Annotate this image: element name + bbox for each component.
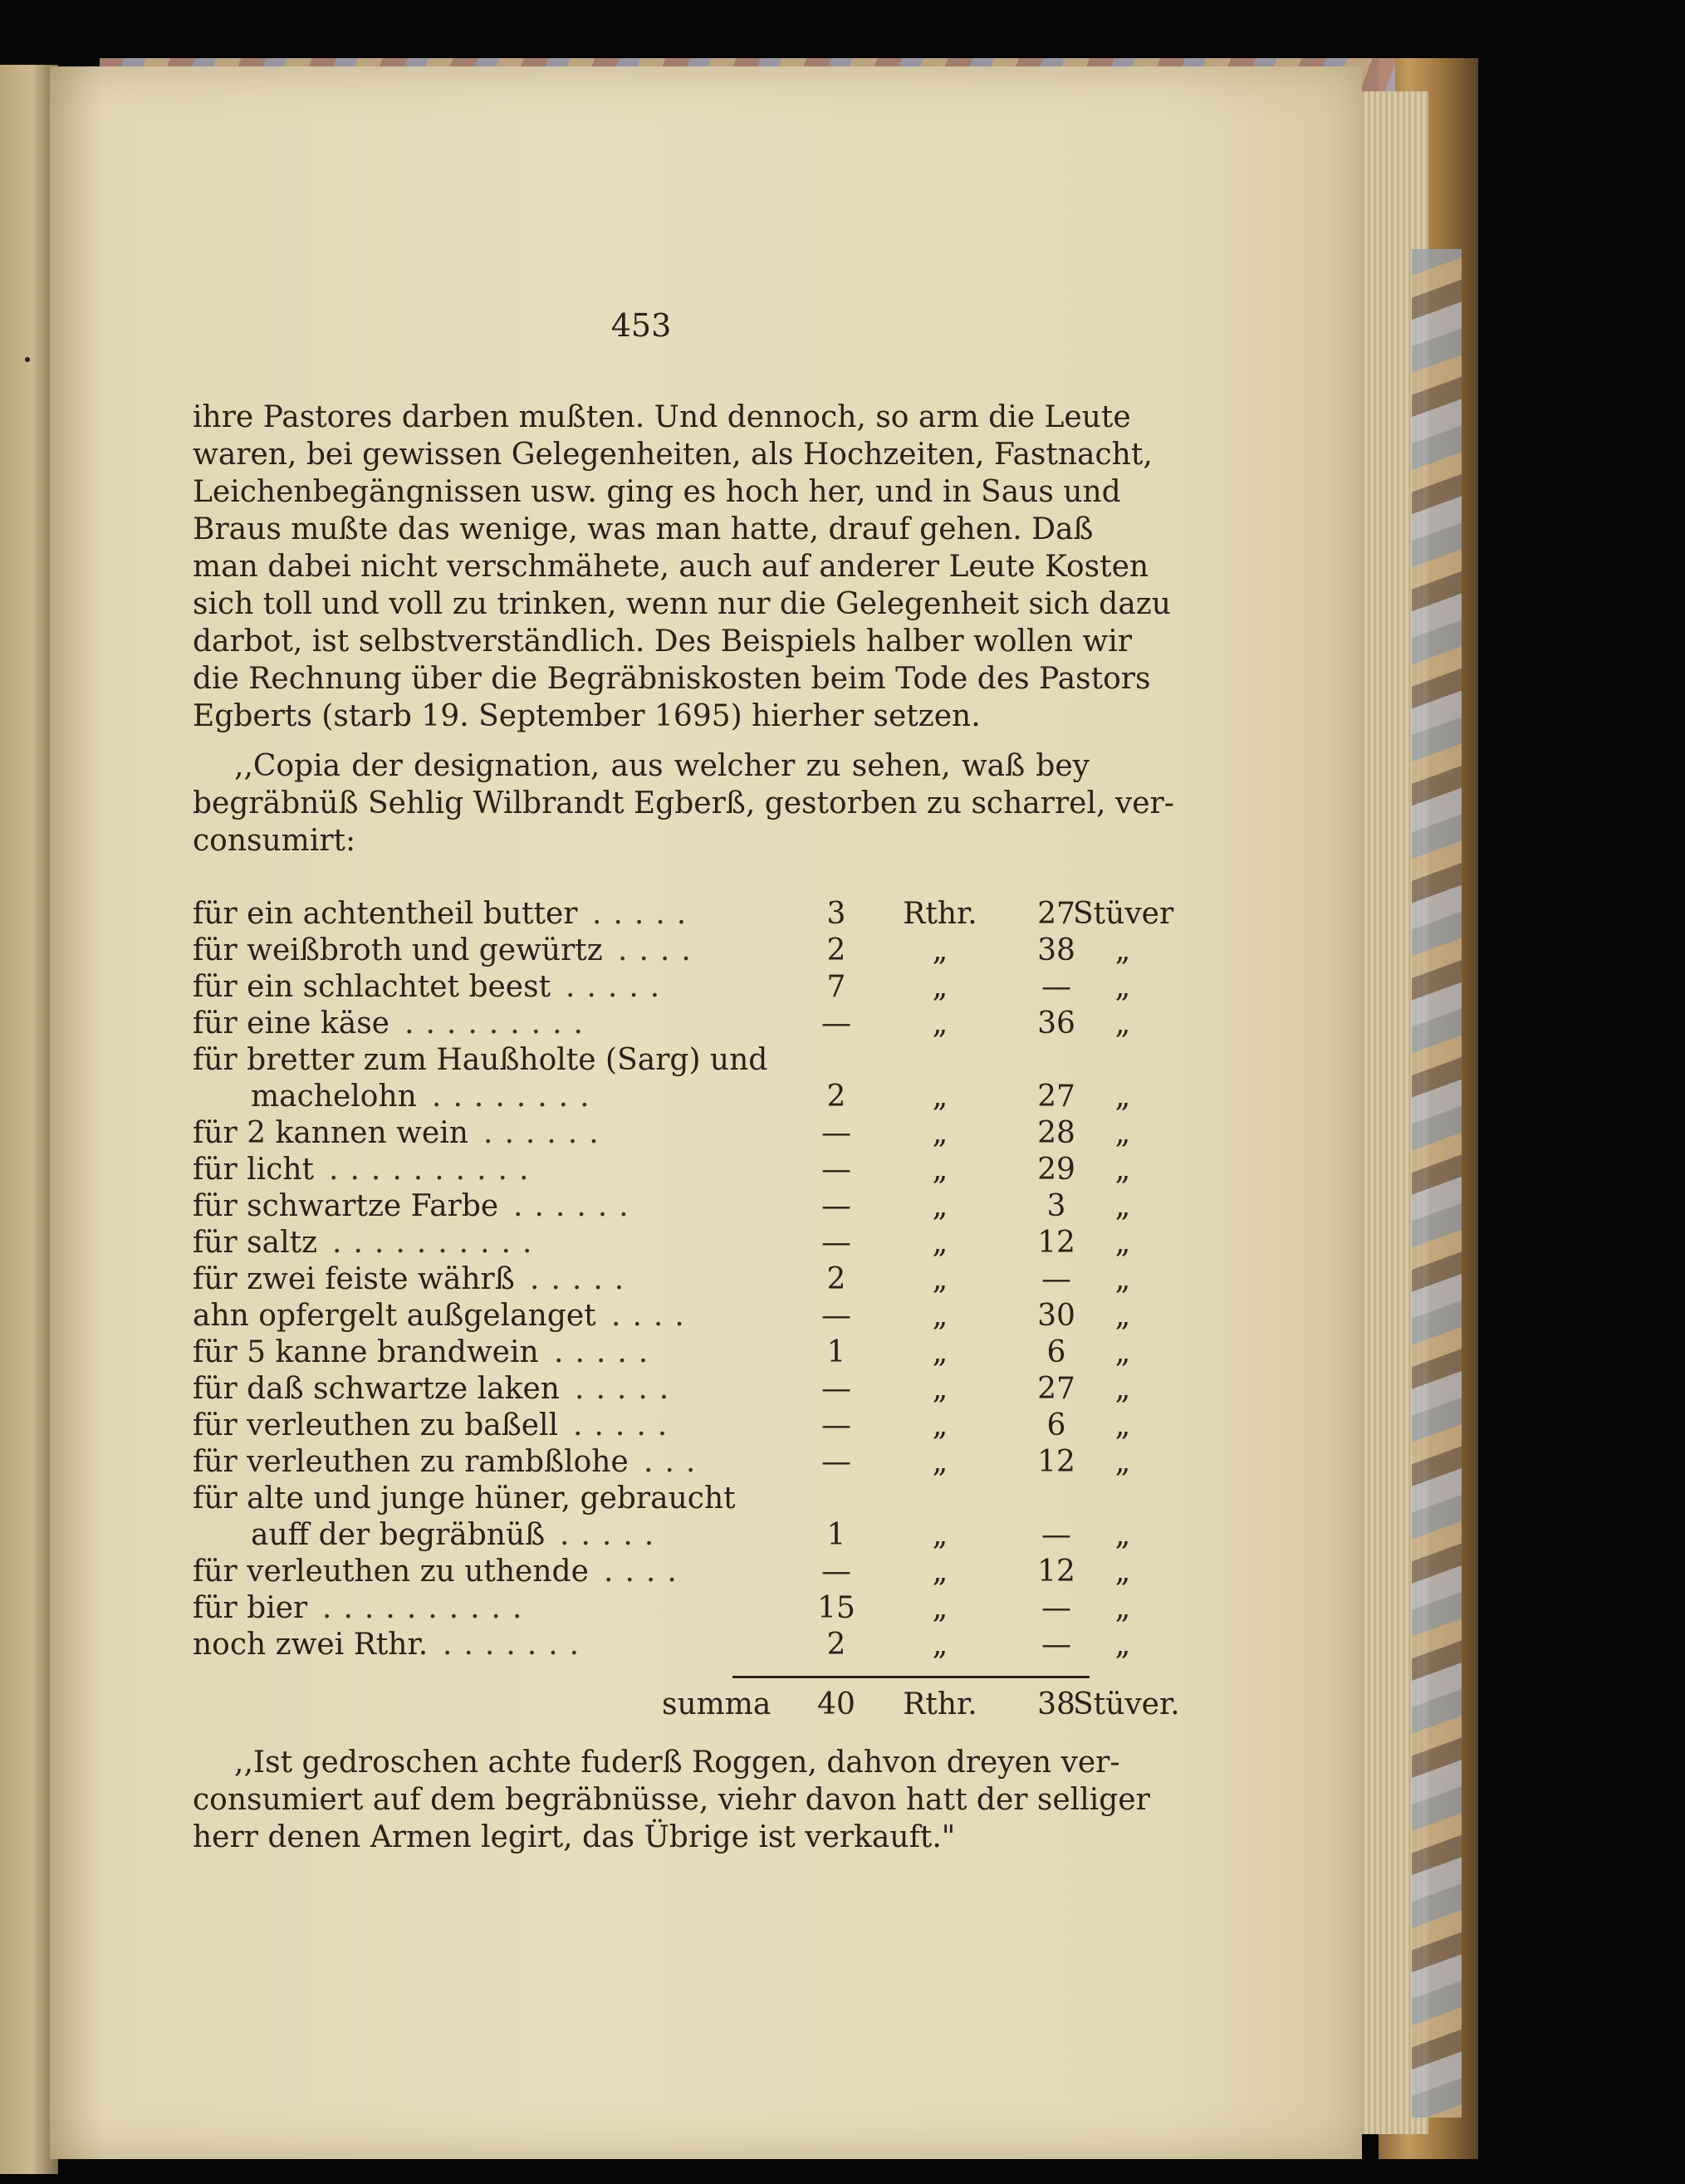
ledger-stuver-unit: „ bbox=[1114, 1408, 1131, 1442]
ledger-rthr-unit: „ bbox=[932, 1372, 948, 1406]
summa-stuver-unit: Stüver. bbox=[1073, 1687, 1180, 1721]
ledger-rthr: — bbox=[821, 1006, 851, 1041]
ledger-row bbox=[193, 970, 1131, 1006]
ledger-stuver-unit: „ bbox=[1114, 1226, 1131, 1260]
ledger-rthr: 2 bbox=[826, 1262, 846, 1296]
page-number: 453 bbox=[610, 307, 672, 344]
ledger-stuver-unit: „ bbox=[1114, 970, 1131, 1004]
ledger-stuver: — bbox=[1041, 1628, 1071, 1662]
ledger-stuver: 12 bbox=[1037, 1445, 1075, 1479]
ledger-item-label: machelohn bbox=[251, 1080, 417, 1114]
ledger-stuver-unit: „ bbox=[1114, 1299, 1131, 1333]
ledger-row bbox=[193, 1408, 1131, 1445]
ledger-stuver: 3 bbox=[1046, 1189, 1066, 1223]
ledger-row bbox=[193, 1116, 1131, 1153]
summa-rthr: 40 bbox=[817, 1687, 855, 1721]
ledger-stuver: 36 bbox=[1037, 1006, 1075, 1041]
closing-line: consumiert auf dem begräbnüsse, viehr davon hatt der selliger bbox=[193, 1783, 1150, 1817]
ledger-stuver: 27 bbox=[1037, 1080, 1075, 1114]
ledger-row bbox=[193, 1189, 1131, 1226]
ledger-stuver-unit: „ bbox=[1114, 1006, 1131, 1041]
ledger-row bbox=[193, 1006, 1131, 1043]
ledger-stuver-unit: „ bbox=[1114, 933, 1131, 967]
ledger-item-label: für alte und junge hüner, gebraucht bbox=[193, 1481, 736, 1516]
ledger-rthr-unit: „ bbox=[932, 1080, 948, 1114]
ledger-row bbox=[193, 1372, 1131, 1408]
ledger-stuver: — bbox=[1041, 970, 1071, 1004]
ledger-leader-dots: ..... bbox=[554, 1335, 660, 1369]
ledger-rthr-unit: „ bbox=[932, 1116, 948, 1150]
sum-rule bbox=[732, 1676, 1090, 1678]
ledger-stuver: — bbox=[1041, 1591, 1071, 1625]
ledger-rthr: — bbox=[821, 1153, 851, 1187]
ledger-leader-dots: ........ bbox=[432, 1080, 601, 1114]
ledger-rthr-unit: „ bbox=[932, 1226, 948, 1260]
intro-line: Braus mußte das wenige, was man hatte, drauf gehen. Daß bbox=[193, 512, 1094, 546]
ledger-leader-dots: .... bbox=[618, 933, 703, 967]
ledger-rthr: 1 bbox=[826, 1335, 846, 1369]
ledger-row bbox=[193, 1481, 1090, 1518]
ledger-rthr: — bbox=[821, 1299, 851, 1333]
ledger-rthr: — bbox=[821, 1226, 851, 1260]
ledger-row bbox=[193, 1445, 1131, 1481]
ledger-leader-dots: .......... bbox=[329, 1153, 541, 1187]
ledger-row bbox=[193, 1226, 1131, 1262]
ledger-rthr-unit: „ bbox=[932, 970, 948, 1004]
ledger-rthr: — bbox=[821, 1408, 851, 1442]
summa-stuver: 38 bbox=[1037, 1687, 1075, 1721]
ledger-rthr: 2 bbox=[826, 1080, 846, 1114]
ledger-item-label: für 2 kannen wein bbox=[193, 1116, 468, 1150]
ledger-stuver-unit: „ bbox=[1114, 1080, 1131, 1114]
ledger-row bbox=[193, 897, 1174, 933]
ledger-row bbox=[193, 1555, 1131, 1591]
ledger-rthr-unit: „ bbox=[932, 1153, 948, 1187]
intro-line: darbot, ist selbstverständlich. Des Beispiels halber wollen wir bbox=[193, 624, 1132, 659]
ledger-stuver-unit: Stüver bbox=[1073, 897, 1174, 931]
ledger-row bbox=[193, 1262, 1131, 1299]
ledger-rthr: — bbox=[821, 1445, 851, 1479]
ledger-row bbox=[193, 1043, 1090, 1080]
ledger-stuver-unit: „ bbox=[1114, 1153, 1131, 1187]
ledger-leader-dots: ....... bbox=[443, 1628, 591, 1662]
ledger-row bbox=[193, 1153, 1131, 1189]
ledger-item-label: für ein achtentheil butter bbox=[193, 897, 578, 931]
ledger-stuver: 29 bbox=[1037, 1153, 1075, 1187]
ledger-row bbox=[193, 1518, 1131, 1555]
ledger-item-label: noch zwei Rthr. bbox=[193, 1628, 429, 1662]
intro-line: die Rechnung über die Begräbniskosten beim Tode des Pastors bbox=[193, 662, 1151, 696]
ledger-stuver-unit: „ bbox=[1114, 1591, 1131, 1625]
ledger-leader-dots: ..... bbox=[592, 897, 698, 931]
ledger-leader-dots: ..... bbox=[560, 1518, 666, 1552]
ledger-item-label: für eine käse bbox=[193, 1006, 389, 1041]
ledger-rthr-unit: „ bbox=[932, 1189, 948, 1223]
ledger-stuver: 30 bbox=[1037, 1299, 1075, 1333]
ledger-leader-dots: ...... bbox=[513, 1189, 640, 1223]
ledger-stuver-unit: „ bbox=[1114, 1262, 1131, 1296]
ledger-leader-dots: ... bbox=[644, 1445, 708, 1479]
ledger-leader-dots: ..... bbox=[573, 1408, 679, 1442]
ledger-stuver: 6 bbox=[1046, 1408, 1066, 1442]
ledger-rthr: 2 bbox=[826, 1628, 846, 1662]
ledger-stuver-unit: „ bbox=[1114, 1518, 1131, 1552]
ledger-row bbox=[193, 1591, 1131, 1628]
ledger-stuver: 12 bbox=[1037, 1226, 1075, 1260]
ledger-leader-dots: .......... bbox=[332, 1226, 544, 1260]
quote-line: ,,Copia der designation, aus welcher zu sehen, waß bey bbox=[234, 749, 1090, 783]
ledger-leader-dots: .... bbox=[604, 1555, 688, 1589]
ledger-leader-dots: ..... bbox=[530, 1262, 636, 1296]
ledger-leader-dots: ...... bbox=[483, 1116, 610, 1150]
ledger-stuver-unit: „ bbox=[1114, 1335, 1131, 1369]
ledger-rthr: 15 bbox=[817, 1591, 855, 1625]
quote-paragraph bbox=[193, 747, 1174, 859]
ledger-leader-dots: ..... bbox=[566, 970, 672, 1004]
ledger-stuver: 27 bbox=[1037, 897, 1075, 931]
intro-line: sich toll und voll zu trinken, wenn nur die Gelegenheit sich dazu bbox=[193, 587, 1171, 621]
intro-line: waren, bei gewissen Gelegenheiten, als Hochzeiten, Fastnacht, bbox=[193, 438, 1153, 472]
ledger-item-label: für bier bbox=[193, 1591, 308, 1625]
ledger-item-label: auff der begräbnüß bbox=[251, 1518, 546, 1552]
ledger-item-label: für weißbroth und gewürtz bbox=[193, 933, 603, 967]
ledger-stuver: 6 bbox=[1046, 1335, 1066, 1369]
ledger-row bbox=[193, 1299, 1131, 1335]
ledger-stuver-unit: „ bbox=[1114, 1372, 1131, 1406]
ledger-item-label: ahn opfergelt außgelanget bbox=[193, 1299, 596, 1333]
ledger-item-label: für zwei feiste währß bbox=[193, 1262, 515, 1296]
ledger-row bbox=[193, 933, 1131, 970]
ledger-rthr-unit: „ bbox=[932, 1408, 948, 1442]
ledger-stuver: — bbox=[1041, 1262, 1071, 1296]
ledger-rthr: — bbox=[821, 1189, 851, 1223]
ledger-stuver: 28 bbox=[1037, 1116, 1075, 1150]
ledger-item-label: für bretter zum Haußholte (Sarg) und bbox=[193, 1043, 768, 1077]
summa-row bbox=[193, 1687, 1180, 1724]
quote-line: consumirt: bbox=[193, 824, 356, 858]
ledger-item-label: für verleuthen zu uthende bbox=[193, 1555, 589, 1589]
ledger-rthr-unit: „ bbox=[932, 1445, 948, 1479]
marbled-fore-edge bbox=[1412, 249, 1462, 2118]
ledger-stuver-unit: „ bbox=[1114, 1628, 1131, 1662]
ledger-rthr-unit: „ bbox=[932, 1555, 948, 1589]
ledger-rthr-unit: „ bbox=[932, 1262, 948, 1296]
ledger-rthr: 7 bbox=[826, 970, 846, 1004]
ledger-leader-dots: .......... bbox=[322, 1591, 534, 1625]
quote-line: begräbnüß Sehlig Wilbrandt Egberß, gestorben zu scharrel, ver- bbox=[193, 786, 1174, 820]
ledger-item-label: für verleuthen zu baßell bbox=[193, 1408, 559, 1442]
ledger-stuver-unit: „ bbox=[1114, 1555, 1131, 1589]
ledger-rthr-unit: „ bbox=[932, 1335, 948, 1369]
ledger-stuver: 12 bbox=[1037, 1555, 1075, 1589]
ledger-item-label: für daß schwartze laken bbox=[193, 1372, 560, 1406]
ledger-rthr-unit: „ bbox=[932, 1628, 948, 1662]
ledger-item-label: für ein schlachtet beest bbox=[193, 970, 551, 1004]
ledger-leader-dots: ..... bbox=[575, 1372, 681, 1406]
ledger-item-label: für 5 kanne brandwein bbox=[193, 1335, 539, 1369]
ledger-row bbox=[193, 1628, 1131, 1664]
ledger-rthr-unit: „ bbox=[932, 1518, 948, 1552]
ledger-rthr-unit: „ bbox=[932, 1299, 948, 1333]
ledger-item-label: für saltz bbox=[193, 1226, 318, 1260]
ledger-stuver-unit: „ bbox=[1114, 1116, 1131, 1150]
intro-line: Leichenbegängnissen usw. ging es hoch her, und in Saus und bbox=[193, 475, 1121, 509]
ledger-rthr-unit: Rthr. bbox=[903, 897, 977, 931]
ledger-stuver: 38 bbox=[1037, 933, 1075, 967]
ledger-stuver: — bbox=[1041, 1518, 1071, 1552]
ledger-row bbox=[193, 1335, 1131, 1372]
ledger-rthr-unit: „ bbox=[932, 1006, 948, 1041]
ledger-rthr: 1 bbox=[826, 1518, 846, 1552]
page-speck bbox=[25, 357, 30, 362]
ledger-stuver-unit: „ bbox=[1114, 1445, 1131, 1479]
ledger-rthr: 3 bbox=[826, 897, 846, 931]
ledger-item-label: für schwartze Farbe bbox=[193, 1189, 499, 1223]
ledger-item-label: für verleuthen zu rambßlohe bbox=[193, 1445, 629, 1479]
ledger-item-label: für licht bbox=[193, 1153, 315, 1187]
ledger-rthr: — bbox=[821, 1372, 851, 1406]
ledger-rthr: 2 bbox=[826, 933, 846, 967]
summa-label: summa bbox=[662, 1687, 771, 1721]
ledger-rthr: — bbox=[821, 1555, 851, 1589]
closing-paragraph bbox=[193, 1744, 1150, 1856]
ledger-stuver: 27 bbox=[1037, 1372, 1075, 1406]
ledger-row bbox=[193, 1080, 1131, 1116]
ledger-rthr-unit: „ bbox=[932, 933, 948, 967]
intro-paragraph bbox=[193, 399, 1171, 735]
ledger-leader-dots: .... bbox=[611, 1299, 696, 1333]
closing-line: ,,Ist gedroschen achte fuderß Roggen, dahvon dreyen ver- bbox=[234, 1746, 1120, 1780]
ledger-rthr-unit: „ bbox=[932, 1591, 948, 1625]
summa-rthr-unit: Rthr. bbox=[903, 1687, 977, 1721]
ledger-rthr: — bbox=[821, 1116, 851, 1150]
intro-line: Egberts (starb 19. September 1695) hierher setzen. bbox=[193, 699, 981, 733]
intro-line: ihre Pastores darben mußten. Und dennoch, so arm die Leute bbox=[193, 400, 1131, 434]
book-page bbox=[50, 66, 1362, 2159]
intro-line: man dabei nicht verschmähete, auch auf anderer Leute Kosten bbox=[193, 550, 1149, 584]
ledger-leader-dots: ......... bbox=[404, 1006, 595, 1041]
ledger-stuver-unit: „ bbox=[1114, 1189, 1131, 1223]
closing-line: herr denen Armen legirt, das Übrige ist verkauft." bbox=[193, 1820, 956, 1854]
